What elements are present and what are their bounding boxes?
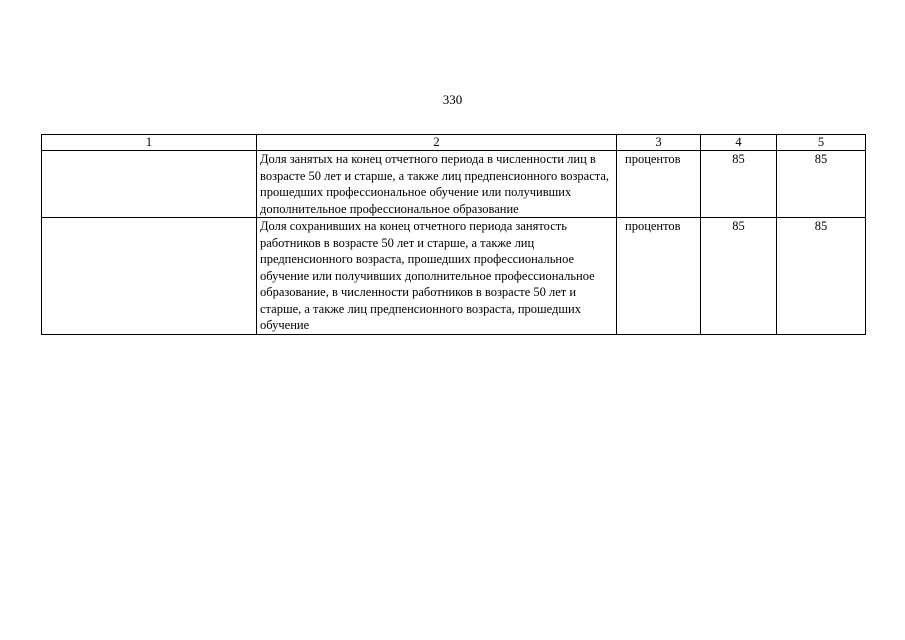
row-1-value-4: 85 <box>701 151 777 218</box>
row-2-value-5: 85 <box>777 218 866 335</box>
header-col-1: 1 <box>42 135 257 151</box>
row-2-description: Доля сохранивших на конец отчетного периода занятость работников в возрасте 50 лет и старше, а также лиц предпенсионного возраста, прошедших профессиональное обучение или получивших дополнительное профессиональное образование, в численности работников в возрасте 50 лет и старше, а также лиц предпенсионного возраста, прошедших обучение <box>257 218 617 335</box>
row-2-unit: процентов <box>617 218 701 335</box>
header-col-4: 4 <box>701 135 777 151</box>
table-header-row <box>42 135 866 151</box>
row-2-col-1 <box>42 218 257 335</box>
table-row <box>42 151 866 218</box>
header-col-2: 2 <box>257 135 617 151</box>
row-1-col-1 <box>42 151 257 218</box>
row-1-value-5: 85 <box>777 151 866 218</box>
table-row <box>42 218 866 335</box>
header-col-3: 3 <box>617 135 701 151</box>
page-number: 330 <box>442 92 463 107</box>
row-2-value-4: 85 <box>701 218 777 335</box>
header-col-5: 5 <box>777 135 866 151</box>
indicators-table <box>41 134 866 335</box>
row-1-unit: процентов <box>617 151 701 218</box>
row-1-description: Доля занятых на конец отчетного периода в численности лиц в возрасте 50 лет и старше, а также лиц предпенсионного возраста, прошедших профессиональное обучение или получивших дополнительное профессиональное образование <box>257 151 617 218</box>
